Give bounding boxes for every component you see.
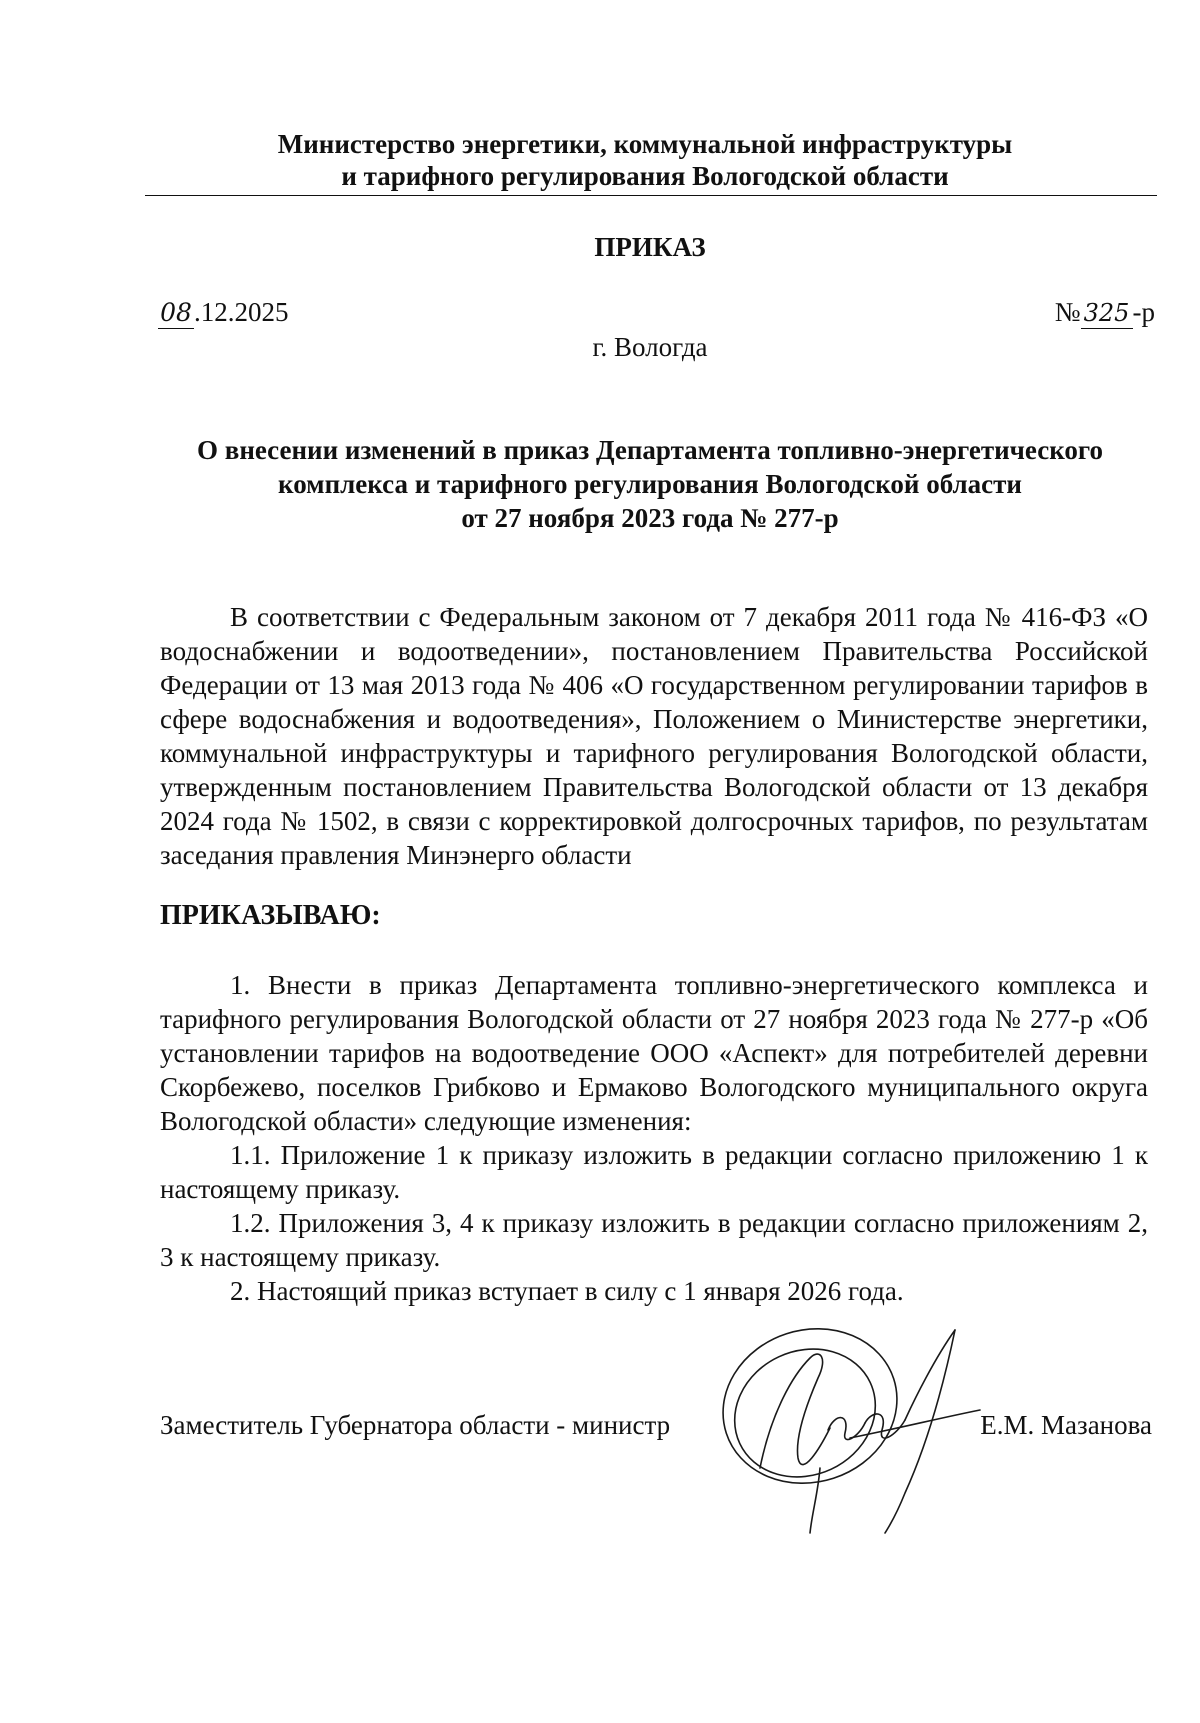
document-subject <box>130 433 1170 535</box>
number-sign: № <box>1054 297 1081 327</box>
ministry-line-2: и тарифного регулирования Вологодской области <box>341 161 949 191</box>
number-handwritten: 325 <box>1083 299 1130 327</box>
subject-line-1: О внесении изменений в приказ Департамента топливно-энергетического <box>196 435 1103 465</box>
subject-line-3: от 27 ноября 2023 года № 277-р <box>461 503 839 533</box>
ministry-header <box>145 128 1145 192</box>
document-city: г. Вологда <box>592 332 708 362</box>
document-date <box>158 297 289 329</box>
signatory-title: Заместитель Губернатора области - министр <box>160 1410 671 1440</box>
order-directive: ПРИКАЗЫВАЮ: <box>160 900 381 931</box>
order-item-1-2: 1.2. Приложения 3, 4 к приказу изложить в редакции согласно приложениям 2, 3 к настоящему приказу. <box>160 1208 1148 1272</box>
document-number <box>1055 297 1155 329</box>
order-item-2: 2. Настоящий приказ вступает в силу с 1 января 2026 года. <box>230 1276 904 1306</box>
header-divider <box>145 195 1157 196</box>
preamble-paragraph: В соответствии с Федеральным законом от 7 декабря 2011 года № 416-ФЗ «О водоснабжении и водоотведении», постановлением Правительства Российской Федерации от 13 мая 2013 года № 406 «О государственном регулировании тарифов в сфере водоснабжения и водоотведения», Положением о Министерстве энергетики, коммунальной инфраструктуры и тарифного регулирования Вологодской области, утвержденным постановлением Правительства Вологодской области от 13 декабря 2024 года № 1502, в связи с корректировкой долгосрочных тарифов, по результатам заседания правления Минэнерго области <box>160 602 1148 870</box>
number-suffix: -р <box>1132 297 1155 327</box>
document-type: ПРИКАЗ <box>594 232 706 262</box>
date-day-handwritten: 08 <box>160 298 192 327</box>
ministry-line-1: Министерство энергетики, коммунальной инфраструктуры <box>277 129 1013 159</box>
handwritten-signature <box>700 1318 1000 1538</box>
order-item-1: 1. Внести в приказ Департамента топливно-энергетического комплекса и тарифного регулирования Вологодской области от 27 ноября 2023 года № 277-р «Об установлении тарифов на водоотведение ООО «Аспект» для потребителей деревни Скорбежево, поселков Грибково и Ермаково Вологодского муниципального округа Вологодской области» следующие изменения: <box>160 970 1148 1136</box>
signatory-name: Е.М. Мазанова <box>980 1410 1152 1440</box>
subject-line-2: комплекса и тарифного регулирования Вологодской области <box>278 469 1022 499</box>
date-month-year: .12.2025 <box>194 297 289 327</box>
order-item-1-1: 1.1. Приложение 1 к приказу изложить в редакции согласно приложению 1 к настоящему приказу. <box>160 1140 1148 1204</box>
